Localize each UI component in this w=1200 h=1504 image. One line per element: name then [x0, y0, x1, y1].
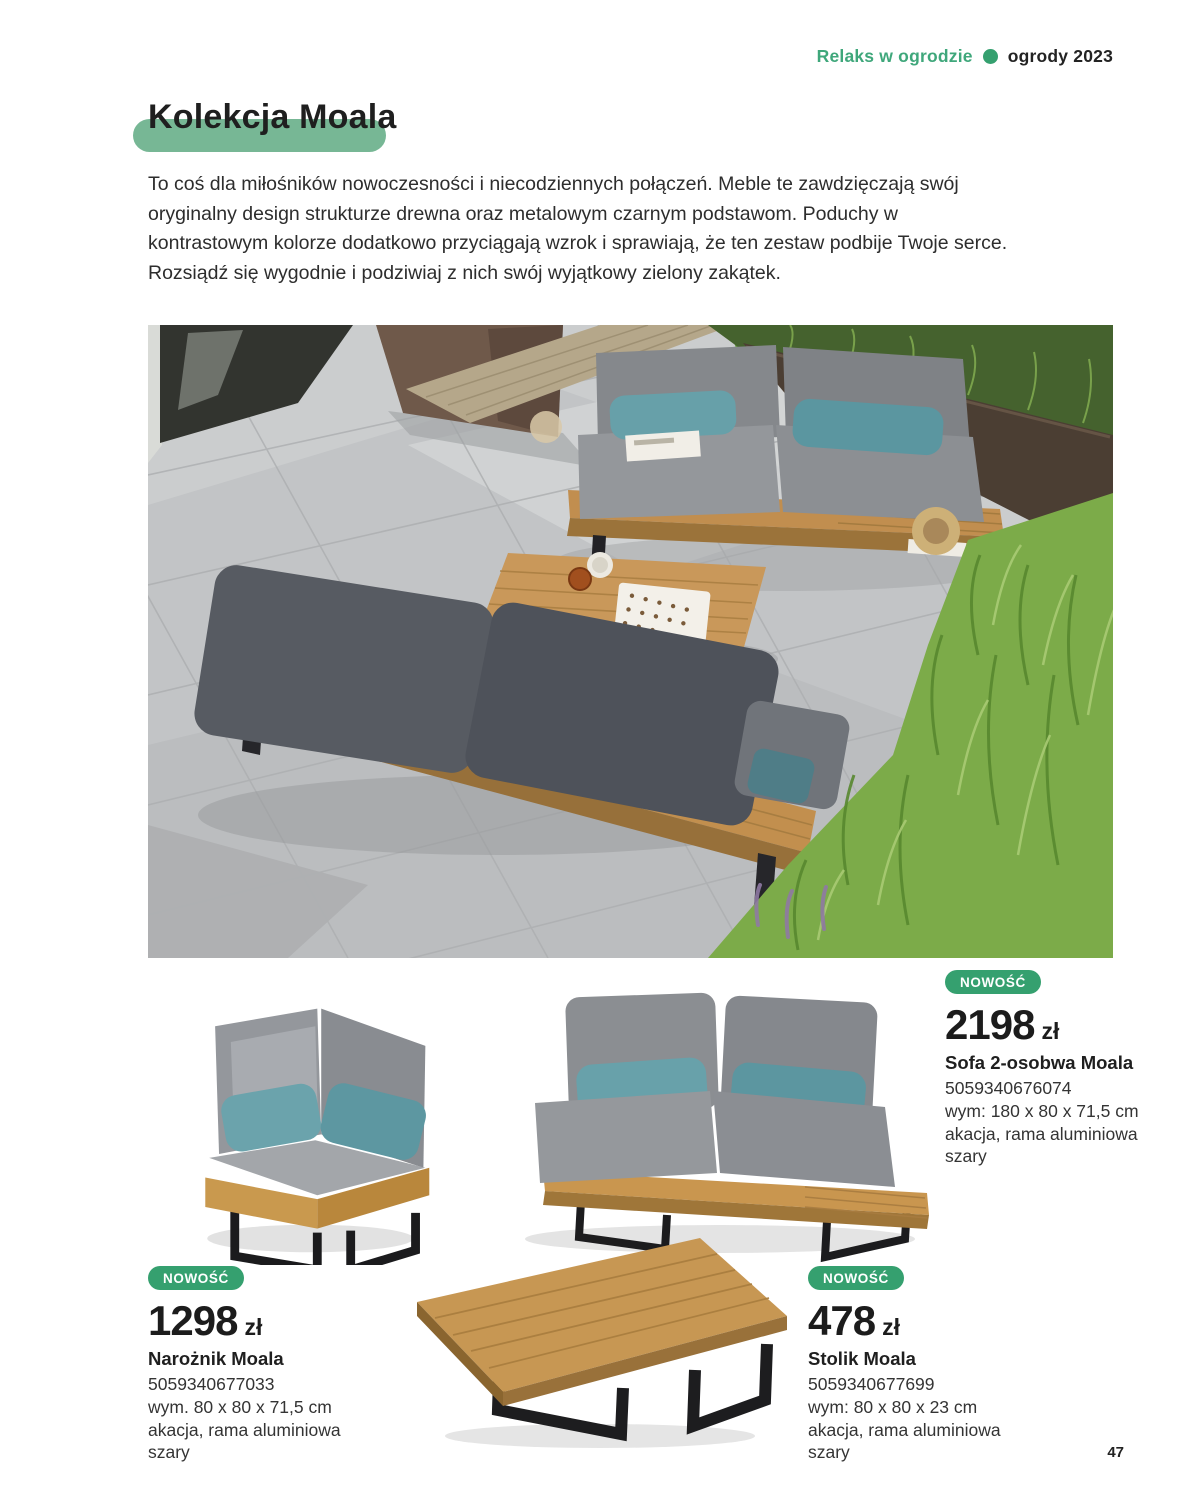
intro-paragraph: To coś dla miłośników nowoczesności i niecodziennych połączeń. Meble te zawdzięczają swój oryginalny design strukturze drewna oraz metalowym czarnym podstawom. Poduchy w kontrastowym kolorze dodatkowo przyciągają wzrok i sprawiają, że ten zestaw podbije Twoje serce. Rozsiądź się wygodnie i podziwiaj z nich swój wyjątkowy zielony zakątek.	[148, 173, 1008, 284]
corner-chair-photo	[158, 985, 453, 1265]
price-currency: zł	[882, 1314, 900, 1340]
sofa-photo	[485, 965, 940, 1265]
product-color: szary	[148, 1442, 190, 1463]
page-title: Kolekcja Moala	[148, 98, 397, 136]
price-amount: 478	[808, 1297, 876, 1344]
table-photo	[395, 1230, 795, 1455]
product-sku: 5059340676074	[945, 1078, 1072, 1098]
product-color: szary	[808, 1442, 850, 1463]
product-sku: 5059340677033	[148, 1374, 275, 1394]
product-dimensions: wym. 80 x 80 x 71,5 cm	[148, 1396, 332, 1417]
page-header	[817, 46, 1113, 67]
price	[945, 1001, 1145, 1049]
hero-image	[148, 325, 1113, 958]
product-material: akacja, rama aluminiowa	[808, 1419, 1001, 1440]
price-amount: 2198	[945, 1001, 1035, 1048]
product-name: Narożnik Moala	[148, 1348, 284, 1369]
product-name: Stolik Moala	[808, 1348, 916, 1369]
product-material: akacja, rama aluminiowa	[945, 1123, 1138, 1144]
green-dot-icon	[983, 49, 998, 64]
product-info-sofa	[945, 970, 1145, 1168]
price-currency: zł	[1041, 1018, 1060, 1044]
product-name: Sofa 2-osobwa Moala	[945, 1052, 1134, 1073]
price	[808, 1297, 1008, 1345]
product-dimensions: wym: 80 x 80 x 23 cm	[808, 1396, 978, 1417]
product-sku: 5059340677699	[808, 1374, 935, 1394]
new-badge: NOWOŚĆ	[945, 970, 1041, 994]
product-info-table	[808, 1266, 1008, 1464]
section-label: Relaks w ogrodzie	[816, 46, 973, 66]
product-material: akacja, rama aluminiowa	[148, 1419, 341, 1440]
page-number: 47	[1107, 1444, 1124, 1461]
price	[148, 1297, 348, 1345]
catalog-label: ogrody 2023	[1007, 46, 1113, 66]
price-currency: zł	[244, 1314, 263, 1340]
price-amount: 1298	[148, 1297, 238, 1344]
new-badge: NOWOŚĆ	[148, 1266, 244, 1290]
product-dimensions: wym: 180 x 80 x 71,5 cm	[945, 1100, 1139, 1121]
new-badge: NOWOŚĆ	[808, 1266, 904, 1290]
product-info-corner	[148, 1266, 348, 1464]
product-color: szary	[945, 1146, 987, 1167]
